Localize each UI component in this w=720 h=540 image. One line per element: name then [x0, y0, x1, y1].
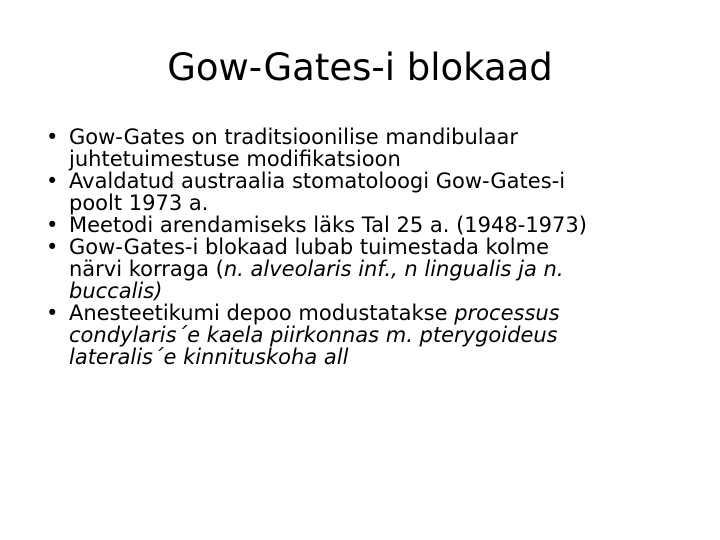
bullet-text-italic: lateralis´e kinnituskoha all	[69, 345, 349, 369]
slide-title: Gow-Gates-i blokaad	[167, 46, 553, 89]
bullet-line	[69, 324, 686, 346]
bullet-line	[69, 280, 686, 302]
bullet-item	[46, 302, 686, 368]
bullet-marker: •	[46, 169, 59, 193]
bullet-text-italic: condylaris´e kaela piirkonnas m. pterygoideus	[69, 323, 558, 347]
bullet-text: närvi korraga (	[69, 257, 224, 281]
bullet-line	[69, 346, 686, 368]
bullet-marker: •	[46, 235, 59, 259]
bullet-item	[46, 236, 686, 302]
bullet-text: Gow-Gates on traditsioonilise mandibulaar	[69, 125, 518, 149]
bullet-item	[46, 214, 686, 236]
bullet-line	[69, 126, 686, 148]
bullet-line	[69, 148, 686, 170]
bullet-text-italic: buccalis)	[69, 279, 163, 303]
bullet-text: poolt 1973 a.	[69, 191, 209, 215]
bullet-text-italic: processus	[454, 301, 560, 325]
bullet-item	[46, 126, 686, 170]
bullet-item	[46, 170, 686, 214]
bullet-marker: •	[46, 301, 59, 325]
bullet-text: juhtetuimestuse modifikatsioon	[69, 147, 401, 171]
bullet-text: Meetodi arendamiseks läks Tal 25 a. (1948-1973)	[69, 213, 587, 237]
bullet-line	[69, 258, 686, 280]
bullet-text-italic: n. alveolaris inf., n lingualis ja n.	[223, 257, 564, 281]
bullet-text: Gow-Gates-i blokaad lubab tuimestada kolme	[69, 235, 550, 259]
bullet-line	[69, 192, 686, 214]
bullet-line	[69, 170, 686, 192]
bullet-line	[69, 302, 686, 324]
bullet-text: Avaldatud austraalia stomatoloogi Gow-Gates-i	[69, 169, 566, 193]
bullet-marker: •	[46, 213, 59, 237]
bullet-marker: •	[46, 125, 59, 149]
bullet-line	[69, 214, 686, 236]
bullet-list	[46, 126, 686, 368]
bullet-text: Anesteetikumi depoo modustatakse	[69, 301, 455, 325]
bullet-line	[69, 236, 686, 258]
